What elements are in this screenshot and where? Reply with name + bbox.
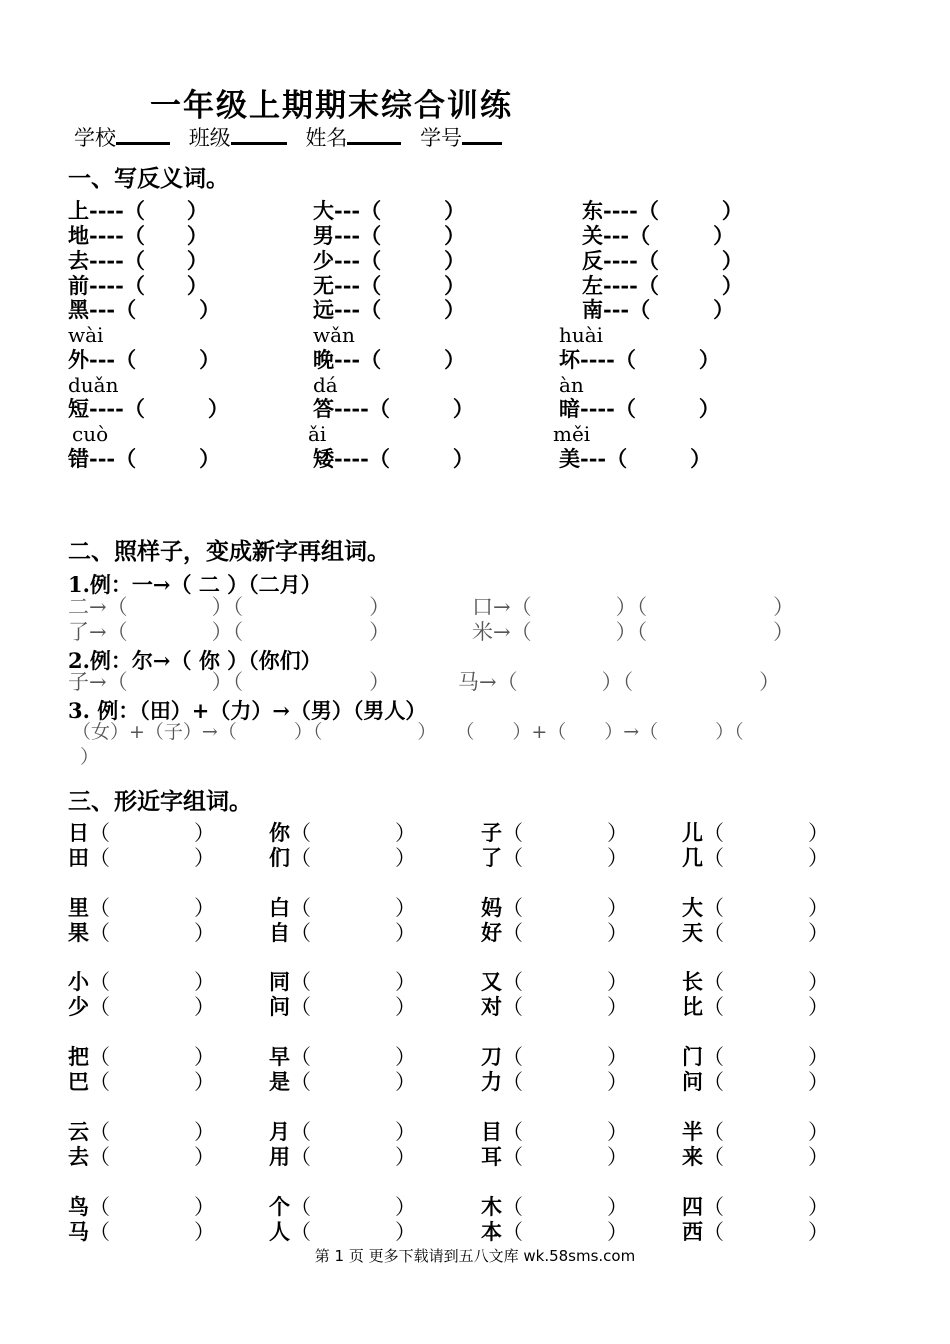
word-group-item[interactable]: [68, 920, 215, 946]
character: 门: [682, 1044, 703, 1069]
word-group-item[interactable]: [269, 1219, 416, 1245]
character: 木: [481, 1194, 502, 1219]
antonym-item[interactable]: 短----（ ）: [68, 396, 229, 421]
character: 小: [68, 969, 89, 994]
answer-parentheses[interactable]: （ ）: [703, 846, 829, 870]
answer-parentheses[interactable]: （ ）: [502, 1120, 628, 1144]
student-info-line: [74, 122, 514, 152]
character: 对: [481, 994, 502, 1019]
answer-parentheses[interactable]: （ ）: [502, 921, 628, 945]
character: 半: [682, 1119, 703, 1144]
word-group-item[interactable]: [68, 845, 215, 871]
pinyin-label: wài: [68, 323, 104, 347]
character: 大: [682, 895, 703, 920]
word-group-item[interactable]: [682, 1069, 829, 1095]
character: 好: [481, 920, 502, 945]
word-group-item[interactable]: [682, 969, 829, 995]
exercise-row[interactable]: 子→（ ）（ ）: [68, 670, 391, 694]
character: 里: [68, 895, 89, 920]
character: 们: [269, 845, 290, 870]
antonym-item[interactable]: 无---（ ）: [313, 273, 466, 298]
number-label: 学号: [420, 126, 463, 150]
exercise-row[interactable]: 了→（ ）（ ）: [68, 620, 391, 644]
character: 鸟: [68, 1194, 89, 1219]
answer-parentheses[interactable]: （ ）: [502, 846, 628, 870]
answer-parentheses[interactable]: （ ）: [89, 1120, 215, 1144]
pinyin-label: cuò: [72, 422, 109, 446]
pinyin-label: dá: [313, 373, 338, 397]
answer-parentheses[interactable]: （ ）: [703, 1120, 829, 1144]
word-group-item[interactable]: [68, 1044, 215, 1070]
character: 早: [269, 1044, 290, 1069]
antonym-item[interactable]: 晚---（ ）: [313, 347, 466, 372]
character: 用: [269, 1144, 290, 1169]
answer-parentheses[interactable]: （ ）: [89, 821, 215, 845]
answer-parentheses[interactable]: （ ）: [502, 970, 628, 994]
section-3-heading: 三、形近字组词。: [68, 788, 252, 815]
antonym-item[interactable]: 东----（ ）: [582, 198, 743, 223]
character: 妈: [481, 895, 502, 920]
example-2: 2.例：尔→（ 你 ）（你们）: [68, 648, 322, 673]
pinyin-label: huài: [559, 323, 604, 347]
answer-parentheses[interactable]: （ ）: [290, 1120, 416, 1144]
word-group-item[interactable]: [68, 1219, 215, 1245]
word-group-item[interactable]: [269, 969, 416, 995]
answer-parentheses[interactable]: （ ）: [89, 970, 215, 994]
name-blank[interactable]: [347, 124, 401, 145]
word-group-item[interactable]: [269, 1119, 416, 1145]
character: 月: [269, 1119, 290, 1144]
word-group-item[interactable]: [481, 1069, 628, 1095]
character: 西: [682, 1219, 703, 1244]
pinyin-label: duǎn: [68, 373, 119, 397]
character: 四: [682, 1194, 703, 1219]
word-group-item[interactable]: [68, 1144, 215, 1170]
answer-parentheses[interactable]: （ ）: [502, 821, 628, 845]
answer-parentheses[interactable]: （ ）: [502, 1045, 628, 1069]
answer-parentheses[interactable]: （ ）: [89, 995, 215, 1019]
answer-parentheses[interactable]: （ ）: [703, 970, 829, 994]
answer-parentheses[interactable]: （ ）: [703, 1195, 829, 1219]
exercise-row-end: ）: [80, 746, 100, 768]
character: 白: [269, 895, 290, 920]
antonym-item[interactable]: 黑---（ ）: [68, 297, 221, 322]
antonym-item[interactable]: 答----（ ）: [313, 396, 474, 421]
answer-parentheses[interactable]: （ ）: [290, 1045, 416, 1069]
word-group-item[interactable]: [481, 1044, 628, 1070]
word-group-item[interactable]: [682, 1219, 829, 1245]
answer-parentheses[interactable]: （ ）: [502, 1070, 628, 1094]
word-group-item[interactable]: [269, 994, 416, 1020]
answer-parentheses[interactable]: （ ）: [89, 1070, 215, 1094]
word-group-item[interactable]: [269, 845, 416, 871]
answer-parentheses[interactable]: （ ）: [502, 896, 628, 920]
character: 把: [68, 1044, 89, 1069]
antonym-item[interactable]: 远---（ ）: [313, 297, 466, 322]
word-group-item[interactable]: [269, 1194, 416, 1220]
word-group-item[interactable]: [481, 1119, 628, 1145]
section-2-heading: 二、照样子，变成新字再组词。: [68, 538, 390, 565]
character: 是: [269, 1069, 290, 1094]
antonym-item[interactable]: 关---（ ）: [582, 223, 735, 248]
character: 人: [269, 1219, 290, 1244]
word-group-item[interactable]: [682, 1194, 829, 1220]
antonym-item[interactable]: 外---（ ）: [68, 347, 221, 372]
answer-parentheses[interactable]: （ ）: [89, 896, 215, 920]
character: 了: [481, 845, 502, 870]
answer-parentheses[interactable]: （ ）: [290, 970, 416, 994]
answer-parentheses[interactable]: （ ）: [89, 1220, 215, 1244]
character: 少: [68, 994, 89, 1019]
word-group-item[interactable]: [682, 994, 829, 1020]
word-group-item[interactable]: [481, 895, 628, 921]
section-1-heading: 一、写反义词。: [68, 165, 229, 192]
character: 日: [68, 820, 89, 845]
word-group-item[interactable]: [68, 1119, 215, 1145]
word-group-item[interactable]: [682, 1144, 829, 1170]
character: 几: [682, 845, 703, 870]
exercise-row[interactable]: 米→（ ）（ ）: [472, 620, 795, 644]
answer-parentheses[interactable]: （ ）: [703, 1070, 829, 1094]
antonym-item[interactable]: 南---（ ）: [582, 297, 735, 322]
answer-parentheses[interactable]: （ ）: [290, 846, 416, 870]
character: 天: [682, 920, 703, 945]
answer-parentheses[interactable]: （ ）: [89, 846, 215, 870]
character: 子: [481, 820, 502, 845]
number-blank[interactable]: [462, 124, 502, 145]
character: 问: [269, 994, 290, 1019]
word-group-item[interactable]: [682, 845, 829, 871]
answer-parentheses[interactable]: （ ）: [502, 995, 628, 1019]
character: 果: [68, 920, 89, 945]
pinyin-label: ǎi: [308, 422, 327, 446]
antonym-item[interactable]: 暗----（ ）: [559, 396, 720, 421]
word-group-item[interactable]: [269, 1069, 416, 1095]
character: 巴: [68, 1069, 89, 1094]
exercise-row[interactable]: 口→（ ）（ ）: [472, 595, 795, 619]
answer-parentheses[interactable]: （ ）: [703, 921, 829, 945]
answer-parentheses[interactable]: （ ）: [703, 1220, 829, 1244]
answer-parentheses[interactable]: （ ）: [703, 821, 829, 845]
answer-parentheses[interactable]: （ ）: [502, 1145, 628, 1169]
answer-parentheses[interactable]: （ ）: [290, 1070, 416, 1094]
antonym-item[interactable]: 错---（ ）: [68, 446, 221, 471]
exercise-row[interactable]: （女）+（子）→（ ）（ ） （ ）+（ ）→（ ）（: [72, 721, 744, 743]
answer-parentheses[interactable]: （ ）: [703, 1145, 829, 1169]
answer-parentheses[interactable]: （ ）: [290, 896, 416, 920]
word-group-item[interactable]: [682, 820, 829, 846]
word-group-item[interactable]: [682, 1044, 829, 1070]
answer-parentheses[interactable]: （ ）: [290, 995, 416, 1019]
character: 刀: [481, 1044, 502, 1069]
school-blank[interactable]: [116, 124, 170, 145]
antonym-item[interactable]: 美---（ ）: [559, 446, 712, 471]
character: 云: [68, 1119, 89, 1144]
antonym-item[interactable]: 地----（ ）: [68, 223, 208, 248]
antonym-item[interactable]: 少---（ ）: [313, 248, 466, 273]
school-label: 学校: [74, 126, 116, 150]
answer-parentheses[interactable]: （ ）: [89, 1045, 215, 1069]
word-group-item[interactable]: [269, 920, 416, 946]
answer-parentheses[interactable]: （ ）: [290, 1195, 416, 1219]
class-label: 班级: [188, 126, 231, 150]
antonym-item[interactable]: 矮----（ ）: [313, 446, 474, 471]
antonym-item[interactable]: 坏----（ ）: [559, 347, 720, 372]
character: 长: [682, 969, 703, 994]
example-3: 3. 例：（田）+（力）→（男）（男人）: [68, 698, 427, 723]
word-group-item[interactable]: [481, 994, 628, 1020]
word-group-item[interactable]: [68, 1069, 215, 1095]
pinyin-label: wǎn: [313, 323, 355, 347]
word-group-item[interactable]: [481, 1219, 628, 1245]
word-group-item[interactable]: [481, 1144, 628, 1170]
character: 又: [481, 969, 502, 994]
character: 田: [68, 845, 89, 870]
word-group-item[interactable]: [68, 895, 215, 921]
word-group-item[interactable]: [269, 820, 416, 846]
character: 儿: [682, 820, 703, 845]
word-group-item[interactable]: [481, 920, 628, 946]
word-group-item[interactable]: [682, 1119, 829, 1145]
answer-parentheses[interactable]: （ ）: [703, 896, 829, 920]
word-group-item[interactable]: [68, 969, 215, 995]
answer-parentheses[interactable]: （ ）: [89, 921, 215, 945]
word-group-item[interactable]: [269, 1144, 416, 1170]
answer-parentheses[interactable]: （ ）: [290, 821, 416, 845]
example-1: 1.例：一→（ 二 ）（二月）: [68, 572, 322, 597]
page-title: 一年级上期期末综合训练: [150, 88, 513, 124]
word-group-item[interactable]: [269, 895, 416, 921]
word-group-item[interactable]: [481, 820, 628, 846]
class-blank[interactable]: [231, 124, 287, 145]
character: 问: [682, 1069, 703, 1094]
word-group-item[interactable]: [481, 845, 628, 871]
exercise-row[interactable]: 二→（ ）（ ）: [68, 595, 391, 619]
word-group-item[interactable]: [68, 1194, 215, 1220]
answer-parentheses[interactable]: （ ）: [290, 921, 416, 945]
name-label: 姓名: [305, 126, 348, 150]
antonym-item[interactable]: 反----（ ）: [582, 248, 743, 273]
character: 马: [68, 1219, 89, 1244]
character: 自: [269, 920, 290, 945]
word-group-item[interactable]: [481, 969, 628, 995]
character: 耳: [481, 1144, 502, 1169]
character: 目: [481, 1119, 502, 1144]
pinyin-label: àn: [559, 373, 584, 397]
word-group-item[interactable]: [68, 994, 215, 1020]
answer-parentheses[interactable]: （ ）: [290, 1145, 416, 1169]
character: 个: [269, 1194, 290, 1219]
answer-parentheses[interactable]: （ ）: [290, 1220, 416, 1244]
pinyin-label: měi: [553, 422, 591, 446]
antonym-item[interactable]: 前----（ ）: [68, 273, 208, 298]
answer-parentheses[interactable]: （ ）: [502, 1220, 628, 1244]
answer-parentheses[interactable]: （ ）: [89, 1195, 215, 1219]
character: 比: [682, 994, 703, 1019]
exercise-row[interactable]: 马→（ ）（ ）: [458, 670, 781, 694]
word-group-item[interactable]: [682, 920, 829, 946]
character: 力: [481, 1069, 502, 1094]
antonym-item[interactable]: 男---（ ）: [313, 223, 466, 248]
character: 你: [269, 820, 290, 845]
antonym-item[interactable]: 上----（ ）: [68, 198, 208, 223]
character: 同: [269, 969, 290, 994]
answer-parentheses[interactable]: （ ）: [89, 1145, 215, 1169]
antonym-item[interactable]: 去----（ ）: [68, 248, 208, 273]
word-group-item[interactable]: [269, 1044, 416, 1070]
answer-parentheses[interactable]: （ ）: [703, 1045, 829, 1069]
antonym-item[interactable]: 大---（ ）: [313, 198, 466, 223]
word-group-item[interactable]: [68, 820, 215, 846]
answer-parentheses[interactable]: （ ）: [703, 995, 829, 1019]
antonym-item[interactable]: 左----（ ）: [582, 273, 743, 298]
character: 来: [682, 1144, 703, 1169]
page-footer: 第 1 页 更多下载请到五八文库 wk.58sms.com: [314, 1247, 636, 1265]
character: 去: [68, 1144, 89, 1169]
character: 本: [481, 1219, 502, 1244]
word-group-item[interactable]: [481, 1194, 628, 1220]
word-group-item[interactable]: [682, 895, 829, 921]
answer-parentheses[interactable]: （ ）: [502, 1195, 628, 1219]
